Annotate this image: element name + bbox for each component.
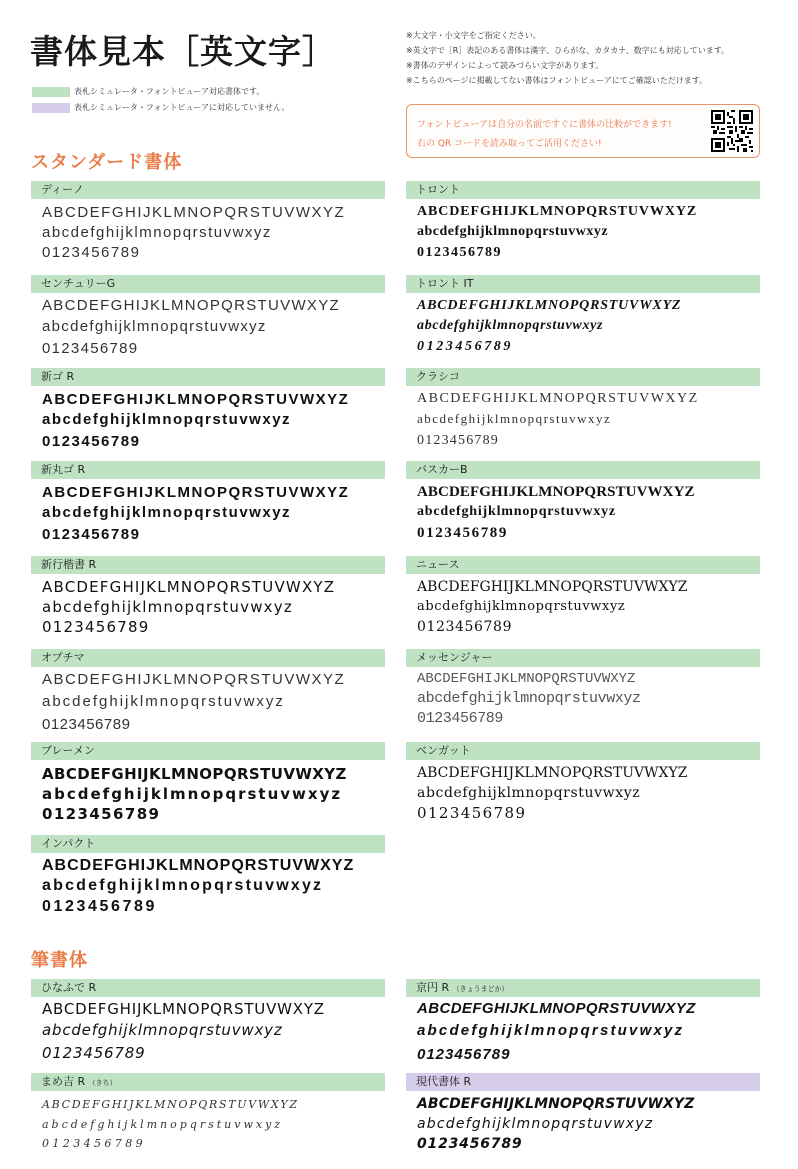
sample-digits: 0123456789 xyxy=(42,716,131,733)
font-reading: （きち） xyxy=(88,1079,117,1087)
sample-upper: ABCDEFGHIJKLMNOPQRSTUVWXYZ xyxy=(417,765,688,781)
sample-digits: 0123456789 xyxy=(417,245,502,260)
sample-lower: abcdefghijklmnopqrstuvwxyz xyxy=(417,318,604,333)
note-2: ※英文字で［R］表記のある書体は漢字、ひらがな、カタカナ、数字にも対応しています。 xyxy=(406,46,730,55)
font-name-bar: 現代書体 R xyxy=(406,1073,760,1091)
font-block-toronto-it xyxy=(406,275,760,358)
sample-lower: abcdefghijklmnopqrstuvwxyz xyxy=(417,504,616,519)
sample-digits: 0123456789 xyxy=(417,1136,523,1152)
font-block-toronto xyxy=(406,181,760,264)
font-block-gendai xyxy=(406,1073,760,1154)
sample-lower: abcdefghijklmnopqrstuvwxyz xyxy=(42,411,292,428)
sample-digits: 0123456789 xyxy=(417,619,513,635)
font-block-century-g xyxy=(31,275,385,360)
font-block-dino xyxy=(31,181,385,263)
font-block-shingo xyxy=(31,368,385,453)
font-block-classico xyxy=(406,368,760,453)
sample-lower: abcdefghijklmnopqrstuvwxyz xyxy=(417,785,641,801)
section-title-brush: 筆書体 xyxy=(31,950,88,971)
font-block-kyoen xyxy=(406,979,760,1066)
sample-upper: ABCDEFGHIJKLMNOPQRSTUVWXYZ xyxy=(42,1098,299,1111)
sample-lower: abcdefghijklmnopqrstuvwxyz xyxy=(42,693,285,710)
font-name-bar: クラシコ xyxy=(406,368,760,386)
font-name-bar: 新行楷書 R xyxy=(31,556,385,574)
sample-upper: ABCDEFGHIJKLMNOPQRSTUVWXYZ xyxy=(417,579,688,595)
font-name-bar: ベンガット xyxy=(406,742,760,760)
font-name-bar: トロント xyxy=(406,181,760,199)
font-block-mamekichi xyxy=(31,1073,385,1153)
font-name-bar: 新丸ゴ R xyxy=(31,461,385,479)
font-block-news xyxy=(406,556,760,637)
sample-lower: abcdefghijklmnopqrstuvwxyz xyxy=(42,318,267,335)
sample-upper: ABCDEFGHIJKLMNOPQRSTUVWXYZ xyxy=(42,391,350,408)
font-reading: （きょうまどか） xyxy=(452,985,509,993)
sample-upper: ABCDEFGHIJKLMNOPQRSTUVWXYZ xyxy=(42,671,346,688)
font-name-bar: メッセンジャー xyxy=(406,649,760,667)
sample-digits: 0123456789 xyxy=(42,898,157,915)
sample-digits: 0123456789 xyxy=(42,340,139,357)
sample-lower: abcdefghijklmnopqrstuvwxyz xyxy=(417,1022,685,1039)
font-block-baskerville xyxy=(406,461,760,544)
font-block-optima xyxy=(31,649,385,736)
sample-lower: abcdefghijklmnopqrstuvwxyz xyxy=(42,1118,284,1131)
font-name-bar: バスカーB xyxy=(406,461,760,479)
sample-upper: ABCDEFGHIJKLMNOPQRSTUVWXYZ xyxy=(417,671,636,687)
font-name-bar: オプチマ xyxy=(31,649,385,667)
sample-upper: ABCDEFGHIJKLMNOPQRSTUVWXYZ xyxy=(42,297,340,314)
promo-line-1: フォントビューアは自分の名前ですぐに書体の比較ができます! xyxy=(417,120,672,130)
section-title-standard: スタンダード書体 xyxy=(31,152,183,173)
font-name-bar: ひなふで R xyxy=(31,979,385,997)
sample-digits: 0123456789 xyxy=(417,339,513,354)
font-block-messenger xyxy=(406,649,760,729)
legend-swatch-purple xyxy=(32,103,70,113)
font-block-bremen xyxy=(31,742,385,824)
sample-upper: ABCDEFGHIJKLMNOPQRSTUVWXYZ xyxy=(42,484,350,501)
sample-digits: 0123456789 xyxy=(417,433,499,448)
legend-swatch-green xyxy=(32,87,70,97)
font-name-bar: ニュース xyxy=(406,556,760,574)
sample-upper: ABCDEFGHIJKLMNOPQRSTUVWXYZ xyxy=(42,857,355,874)
font-name: まめ吉 R xyxy=(41,1075,86,1088)
font-name-bar: センチュリーG xyxy=(31,275,385,293)
sample-digits: 0123456789 xyxy=(417,525,508,541)
sample-lower: abcdefghijklmnopqrstuvwxyz xyxy=(42,785,343,803)
font-block-bengat xyxy=(406,742,760,823)
font-name-bar xyxy=(31,1073,385,1091)
page-title: 書体見本［英文字］ xyxy=(30,32,336,71)
font-name-bar xyxy=(406,979,760,997)
sample-digits: 0123456789 xyxy=(42,526,141,543)
font-name-bar: ブレーメン xyxy=(31,742,385,760)
note-4: ※こちらのページに掲載してない書体はフォントビューアにてご確認いただけます。 xyxy=(406,76,708,85)
sample-upper: ABCDEFGHIJKLMNOPQRSTUVWXYZ xyxy=(417,484,695,500)
sample-digits: 0123456789 xyxy=(42,433,141,450)
sample-lower: abcdefghijklmnopqrstuvwxyz xyxy=(42,877,324,894)
sample-upper: ABCDEFGHIJKLMNOPQRSTUVWXYZ xyxy=(417,298,682,313)
font-name-bar: インパクト xyxy=(31,835,385,853)
sample-digits: 0123456789 xyxy=(42,805,161,823)
sample-lower: abcdefghijklmnopqrstuvwxyz xyxy=(42,1021,283,1039)
sample-lower: abcdefghijklmnopqrstuvwxyz xyxy=(42,504,292,521)
sample-lower: abcdefghijklmnopqrstuvwxyz xyxy=(42,598,293,616)
legend-unsupported-text: 表札シミュレータ・フォントビューアに対応していません。 xyxy=(74,103,290,112)
sample-upper: ABCDEFGHIJKLMNOPQRSTUVWXYZ xyxy=(42,765,347,783)
font-name-bar: トロント IT xyxy=(406,275,760,293)
legend-supported-text: 表札シミュレータ・フォントビューア対応書体です。 xyxy=(74,87,265,96)
sample-upper: ABCDEFGHIJKLMNOPQRSTUVWXYZ xyxy=(417,204,698,219)
font-viewer-promo xyxy=(406,104,760,158)
sample-digits: 0123456789 xyxy=(417,1046,511,1063)
sample-digits: 0123456789 xyxy=(42,244,141,261)
font-block-impact xyxy=(31,835,385,918)
legend-unsupported xyxy=(32,102,290,113)
sample-upper: ABCDEFGHIJKLMNOPQRSTUVWXYZ xyxy=(417,391,699,406)
notes xyxy=(406,28,729,88)
sample-lower: abcdefghijklmnopqrstuvwxyz xyxy=(417,599,626,614)
font-name: 京円 R xyxy=(416,981,450,994)
font-block-shinmarugo xyxy=(31,461,385,546)
font-block-shingyokaisho xyxy=(31,556,385,637)
legend-supported xyxy=(32,86,264,97)
sample-upper: ABCDEFGHIJKLMNOPQRSTUVWXYZ xyxy=(42,578,336,596)
sample-lower: abcdefghijklmnopqrstuvwxyz xyxy=(417,224,609,239)
sample-lower: abcdefghijklmnopqrstuvwxyz xyxy=(42,224,272,241)
sample-upper: ABCDEFGHIJKLMNOPQRSTUVWXYZ xyxy=(417,1096,695,1112)
qr-code-icon[interactable] xyxy=(711,110,753,152)
sample-upper: ABCDEFGHIJKLMNOPQRSTUVWXYZ xyxy=(42,1000,325,1018)
sample-lower: abcdefghijklmnopqrstuvwxyz xyxy=(417,690,641,707)
note-3: ※書体のデザインによって読みづらい文字があります。 xyxy=(406,61,604,70)
sample-lower: abcdefghijklmnopqrstuvwxyz xyxy=(417,411,612,426)
sample-upper: ABCDEFGHIJKLMNOPQRSTUVWXYZ xyxy=(417,1000,696,1017)
sample-digits: 0123456789 xyxy=(42,618,150,636)
font-name-bar: 新ゴ R xyxy=(31,368,385,386)
sample-digits: 0123456789 xyxy=(42,1044,146,1062)
sample-upper: ABCDEFGHIJKLMNOPQRSTUVWXYZ xyxy=(42,204,346,221)
promo-line-2: 右の QR コードを読み取ってご活用ください! xyxy=(417,139,602,149)
note-1: ※大文字・小文字をご指定ください。 xyxy=(406,31,541,40)
font-block-hinafude xyxy=(31,979,385,1065)
font-name-bar: ディーノ xyxy=(31,181,385,199)
sample-digits: 0123456789 xyxy=(417,710,504,727)
sample-digits: 0123456789 xyxy=(42,1137,146,1150)
sample-lower: abcdefghijklmnopqrstuvwxyz xyxy=(417,1116,654,1132)
sample-digits: 0123456789 xyxy=(417,804,527,822)
